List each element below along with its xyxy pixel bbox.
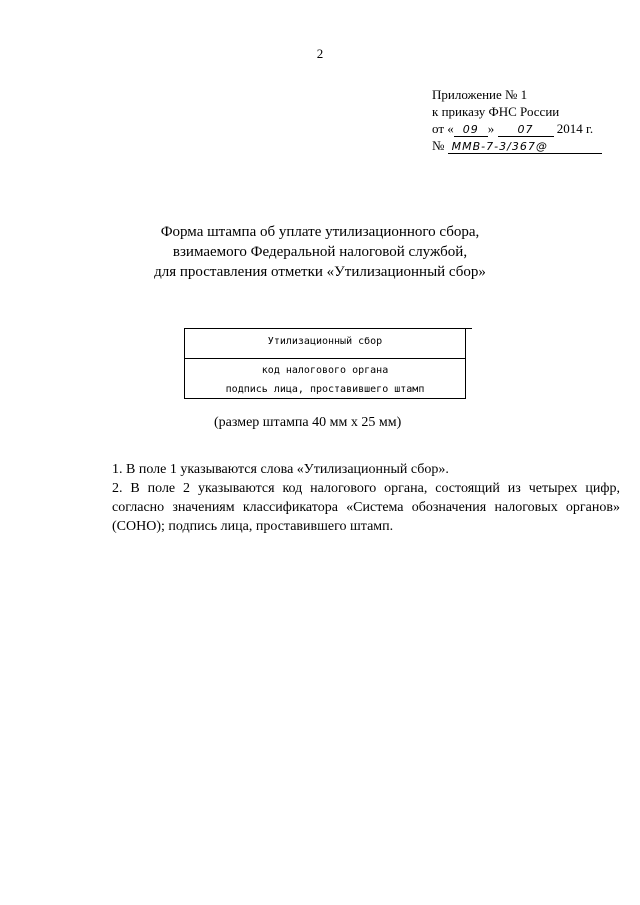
appendix-number-line — [432, 137, 602, 154]
date-prefix: от « — [432, 121, 454, 136]
stamp-size-note: (размер штампа 40 мм х 25 мм) — [214, 415, 402, 430]
date-mid: » — [487, 121, 495, 136]
note-item-1: 1. В поле 1 указываются слова «Утилизационный сбор». — [112, 462, 449, 477]
stamp-form — [184, 328, 466, 399]
date-year: 2014 г. — [556, 121, 594, 136]
document-title — [0, 222, 640, 282]
appendix-block — [432, 86, 602, 154]
appendix-order-ref: к приказу ФНС России — [432, 104, 560, 119]
stamp-field-1: Утилизационный сбор — [267, 336, 383, 347]
title-line-3: для проставления отметки «Утилизационный сбор» — [154, 264, 486, 280]
order-number: ММВ-7-3/367@ — [448, 140, 602, 154]
stamp-divider — [185, 358, 465, 359]
number-prefix: № — [432, 138, 445, 153]
date-day: 09 — [454, 123, 488, 137]
title-line-2: взимаемого Федеральной налоговой службой, — [172, 244, 468, 260]
page-number: 2 — [316, 46, 324, 61]
note-item-2: 2. В поле 2 указываются код налогового органа, состоящий из четырех цифр, согласно значениям классификатора «Система обозначения налоговых органов» (СОНО); подпись лица, проставившего штамп. — [112, 481, 620, 534]
stamp-field-2: код налогового органа — [261, 365, 389, 376]
date-month: 07 — [498, 123, 554, 137]
notes-section — [112, 460, 620, 536]
stamp-field-3: подпись лица, проставившего штамп — [225, 384, 425, 395]
stamp-top-border — [184, 328, 472, 329]
appendix-title: Приложение № 1 — [432, 87, 528, 102]
title-line-1: Форма штампа об уплате утилизационного сбора, — [160, 224, 480, 240]
appendix-date-line — [432, 120, 602, 137]
